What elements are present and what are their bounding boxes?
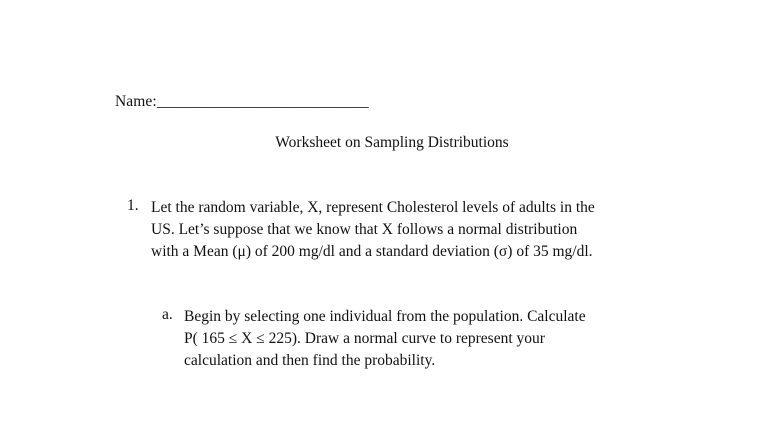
question-1a-line: Begin by selecting one individual from the population. Calculate [184,308,586,325]
question-1a [162,306,682,372]
question-1-line: with a Mean (μ) of 200 mg/dl and a standard deviation (σ) of 35 mg/dl. [151,243,593,260]
question-1-number: 1. [127,197,139,214]
question-1a-letter: a. [162,306,173,323]
question-1-line: Let the random variable, X, represent Cholesterol levels of adults in the [151,199,595,216]
question-1-line: US. Let’s suppose that we know that X follows a normal distribution [151,221,578,238]
question-1a-text [184,306,682,372]
name-field-label: Name:___________________________ [115,93,369,110]
question-1a-line: calculation and then find the probability. [184,352,436,369]
question-1-text [151,197,687,263]
question-1 [127,197,687,263]
question-1a-line: P( 165 ≤ X ≤ 225). Draw a normal curve to represent your [184,330,545,347]
worksheet-title: Worksheet on Sampling Distributions [275,134,509,151]
